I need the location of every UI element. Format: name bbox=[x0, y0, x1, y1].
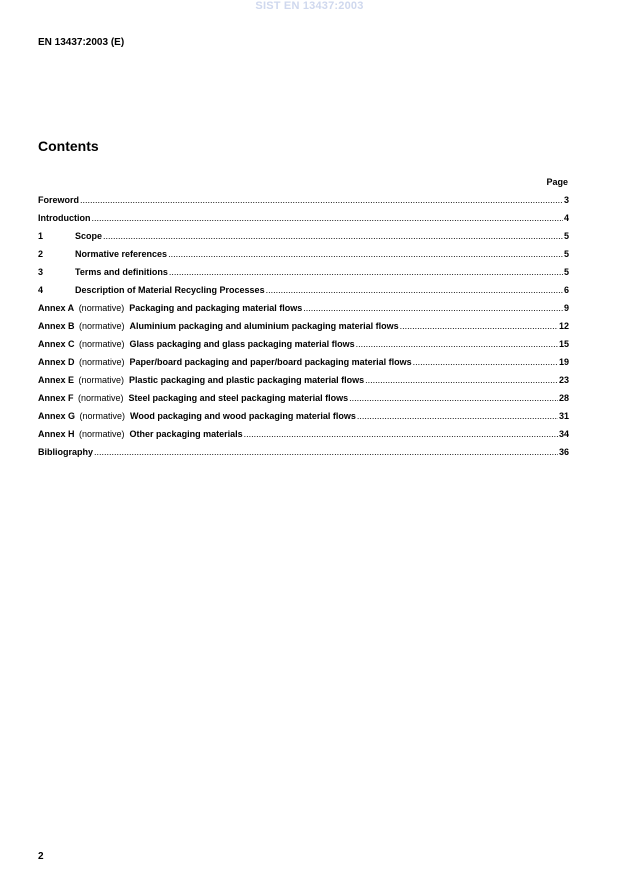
toc-annex-designation bbox=[38, 357, 130, 367]
toc-entry-page: 4 bbox=[563, 213, 569, 223]
toc-annex-label: Annex C bbox=[38, 339, 75, 349]
toc-entry-page: 36 bbox=[558, 447, 569, 457]
toc-entry-page: 28 bbox=[558, 393, 569, 403]
toc-entry-page: 6 bbox=[563, 285, 569, 295]
toc-annex-kind: (normative) bbox=[79, 321, 125, 331]
toc-leader-dots bbox=[168, 249, 563, 259]
toc-entry-title: Normative references bbox=[75, 249, 168, 259]
watermark-text: SIST EN 13437:2003 bbox=[255, 0, 364, 12]
toc-annex-label: Annex B bbox=[38, 321, 75, 331]
toc-entry-page: 5 bbox=[563, 249, 569, 259]
toc-entry-title: Introduction bbox=[38, 213, 91, 223]
toc-entry-terms-and-definitions[interactable] bbox=[38, 267, 569, 285]
toc-annex-kind: (normative) bbox=[78, 393, 124, 403]
toc-annex-designation bbox=[38, 393, 129, 403]
toc-entry-title: Aluminium packaging and aluminium packaging material flows bbox=[129, 321, 399, 331]
toc-entry-number: 2 bbox=[38, 249, 44, 259]
toc-entry-page: 9 bbox=[563, 303, 569, 313]
toc-leader-dots bbox=[303, 303, 563, 313]
toc-entry-annex-f[interactable] bbox=[38, 393, 569, 411]
toc-entry-page: 5 bbox=[563, 231, 569, 241]
toc-entry-page: 3 bbox=[563, 195, 569, 205]
toc-entry-scope[interactable] bbox=[38, 231, 569, 249]
toc-entry-title: Other packaging materials bbox=[129, 429, 243, 439]
toc-annex-designation bbox=[38, 339, 130, 349]
toc-entry-bibliography[interactable] bbox=[38, 447, 569, 465]
toc-entry-annex-a[interactable] bbox=[38, 303, 569, 321]
toc-annex-label: Annex A bbox=[38, 303, 75, 313]
toc-entry-annex-g[interactable] bbox=[38, 411, 569, 429]
toc-leader-dots bbox=[413, 357, 558, 367]
toc-leader-dots bbox=[92, 213, 563, 223]
toc-entry-page: 31 bbox=[558, 411, 569, 421]
toc-entry-page: 15 bbox=[558, 339, 569, 349]
contents-title: Contents bbox=[38, 138, 99, 154]
toc-entry-title: Foreword bbox=[38, 195, 80, 205]
toc-entry-annex-h[interactable] bbox=[38, 429, 569, 447]
toc-leader-dots bbox=[169, 267, 563, 277]
toc-entry-number: 1 bbox=[38, 231, 44, 241]
toc-annex-kind: (normative) bbox=[79, 339, 125, 349]
toc-leader-dots bbox=[266, 285, 563, 295]
toc-entry-title: Wood packaging and wood packaging material flows bbox=[130, 411, 356, 421]
toc-entry-page: 5 bbox=[563, 267, 569, 277]
toc-entry-title: Scope bbox=[75, 231, 103, 241]
toc-annex-kind: (normative) bbox=[78, 375, 125, 385]
toc-entry-material-recycling-processes[interactable] bbox=[38, 285, 569, 303]
toc-entry-page: 34 bbox=[558, 429, 569, 439]
toc-entry-annex-e[interactable] bbox=[38, 375, 569, 393]
page-number: 2 bbox=[38, 851, 44, 862]
toc-leader-dots bbox=[94, 447, 558, 457]
toc-entry-title: Plastic packaging and plastic packaging material flows bbox=[129, 375, 365, 385]
toc-leader-dots bbox=[103, 231, 563, 241]
toc-leader-dots bbox=[357, 411, 558, 421]
toc-entry-page: 19 bbox=[558, 357, 569, 367]
toc-entry-title: Steel packaging and steel packaging material flows bbox=[128, 393, 349, 403]
toc-entry-annex-c[interactable] bbox=[38, 339, 569, 357]
toc-annex-kind: (normative) bbox=[79, 429, 125, 439]
toc-entry-number: 3 bbox=[38, 267, 44, 277]
page-column-header: Page bbox=[546, 177, 568, 187]
toc-entry-title: Terms and definitions bbox=[75, 267, 168, 277]
table-of-contents bbox=[38, 195, 569, 465]
toc-entry-title: Glass packaging and glass packaging material flows bbox=[129, 339, 355, 349]
toc-leader-dots bbox=[244, 429, 558, 439]
toc-annex-designation bbox=[38, 429, 130, 439]
toc-annex-label: Annex E bbox=[38, 375, 75, 385]
toc-leader-dots bbox=[365, 375, 558, 385]
toc-annex-label: Annex D bbox=[38, 357, 75, 367]
toc-annex-designation bbox=[38, 303, 129, 313]
toc-entry-introduction[interactable] bbox=[38, 213, 569, 231]
toc-entry-number: 4 bbox=[38, 285, 44, 295]
toc-entry-annex-b[interactable] bbox=[38, 321, 569, 339]
document-id: EN 13437:2003 (E) bbox=[38, 37, 125, 48]
toc-annex-label: Annex F bbox=[38, 393, 74, 403]
toc-annex-designation bbox=[38, 411, 130, 421]
toc-entry-title: Paper/board packaging and paper/board packaging material flows bbox=[129, 357, 412, 367]
toc-leader-dots bbox=[349, 393, 558, 403]
toc-entry-page: 12 bbox=[558, 321, 569, 331]
toc-annex-kind: (normative) bbox=[78, 303, 125, 313]
toc-annex-label: Annex H bbox=[38, 429, 75, 439]
toc-entry-annex-d[interactable] bbox=[38, 357, 569, 375]
toc-annex-designation bbox=[38, 375, 129, 385]
toc-leader-dots bbox=[80, 195, 563, 205]
toc-annex-label: Annex G bbox=[38, 411, 76, 421]
toc-annex-kind: (normative) bbox=[79, 357, 125, 367]
toc-entry-foreword[interactable] bbox=[38, 195, 569, 213]
toc-entry-title: Packaging and packaging material flows bbox=[129, 303, 303, 313]
toc-entry-page: 23 bbox=[558, 375, 569, 385]
toc-entry-normative-references[interactable] bbox=[38, 249, 569, 267]
toc-entry-title: Bibliography bbox=[38, 447, 94, 457]
toc-leader-dots bbox=[400, 321, 558, 331]
toc-annex-designation bbox=[38, 321, 130, 331]
toc-entry-title: Description of Material Recycling Processes bbox=[75, 285, 265, 295]
toc-annex-kind: (normative) bbox=[79, 411, 126, 421]
toc-leader-dots bbox=[356, 339, 558, 349]
